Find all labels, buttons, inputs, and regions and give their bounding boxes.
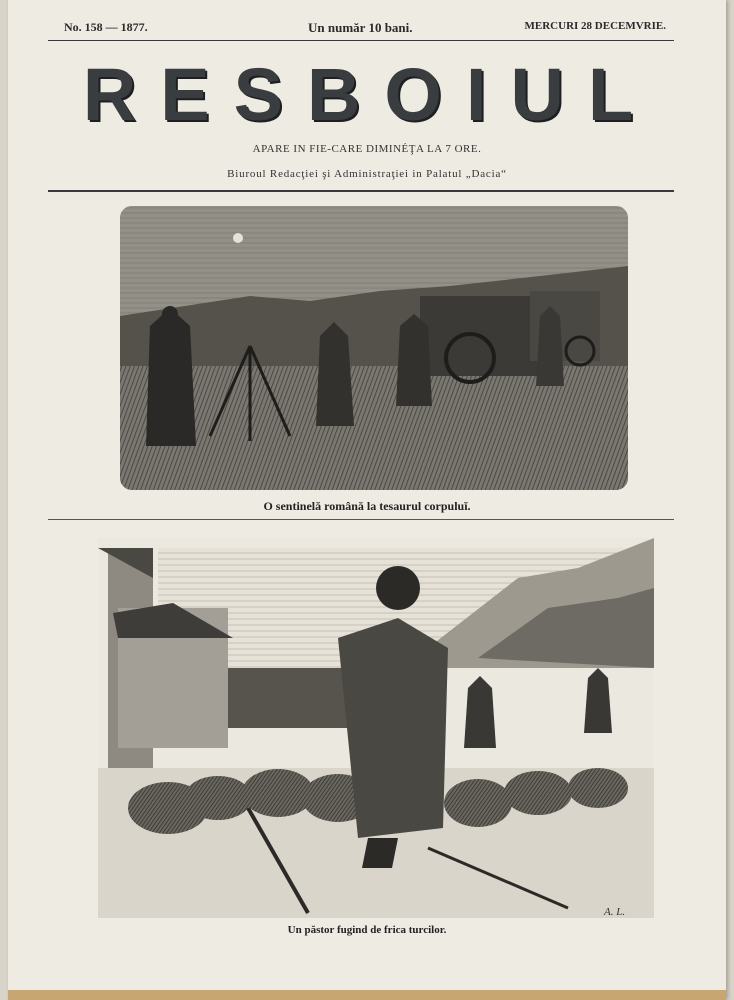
issue-number: No. 158 — 1877. [64, 20, 148, 34]
issue-price: Un număr 10 bani. [308, 20, 413, 35]
top-rule [48, 40, 674, 41]
engraving-shepherd [98, 538, 654, 918]
caption-sentinel: O sentinelă română la tesaurul corpuluĭ. [263, 499, 471, 513]
engraving-sentinel [120, 206, 628, 490]
page-edge [8, 990, 726, 1000]
publication-note: APARE IN FIE-CARE DIMINÉŢA LA 7 ORE. [252, 143, 482, 155]
office-address: Biuroul Redacţiei şi Administraţiei in Palatul „Dacia“ [227, 168, 507, 180]
newspaper-title: RESBOIUL [82, 53, 658, 136]
masthead-rule [48, 190, 674, 192]
masthead-top-line [64, 18, 666, 36]
caption-shepherd: Un păstor fugind de frica turcilor. [287, 924, 447, 936]
artist-signature: A. L. [604, 906, 626, 918]
newspaper-page [8, 0, 726, 1000]
section-rule [48, 519, 674, 520]
issue-date: MERCURI 28 DECEMVRIE. [524, 20, 666, 32]
